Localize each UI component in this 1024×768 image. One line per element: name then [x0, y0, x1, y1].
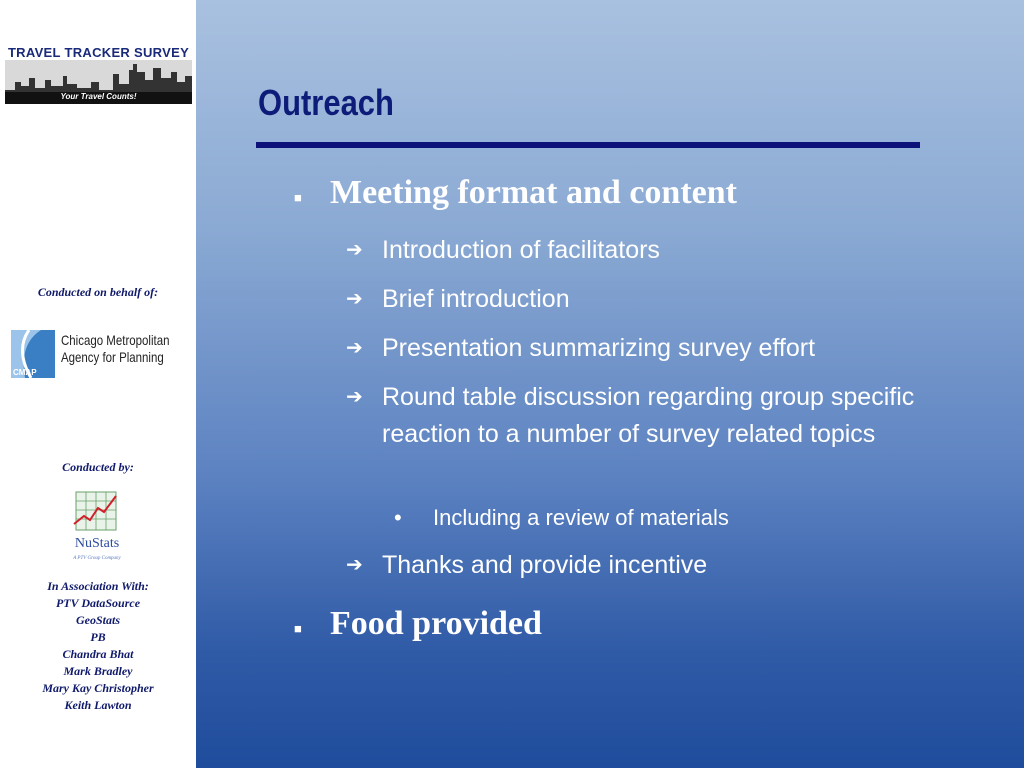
sub-bullet-text: Brief introduction [382, 285, 570, 313]
association-item: PB [90, 630, 106, 644]
sub-bullet-text: Thanks and provide incentive [382, 551, 708, 579]
logo-title: TRAVEL TRACKER SURVEY [7, 45, 190, 60]
sub-bullet-text: Round table discussion regarding group specific reaction to a number of survey related topics [382, 383, 915, 448]
arrow-bullet-icon: ➔ [346, 337, 363, 359]
nustats-logo [64, 490, 130, 570]
slide-title: Outreach [258, 82, 394, 123]
cmap-name-line2: Agency for Planning [61, 349, 164, 365]
sidebar [0, 0, 196, 768]
square-bullet-icon: ■ [294, 621, 302, 636]
association-item: Mary Kay Christopher [42, 681, 154, 695]
association-item: GeoStats [75, 613, 120, 627]
association-item: Keith Lawton [64, 698, 132, 712]
title-divider [256, 142, 920, 148]
cmap-name-line1: Chicago Metropolitan [61, 332, 170, 348]
dot-bullet-icon: • [394, 505, 402, 530]
bullet-text: Meeting format and content [330, 174, 737, 211]
cmap-mark-icon [11, 330, 55, 378]
arrow-bullet-icon: ➔ [346, 239, 363, 261]
logo-tagline: Your Travel Counts! [60, 92, 137, 101]
bullet-text: Food provided [330, 605, 542, 642]
arrow-bullet-icon: ➔ [346, 288, 363, 310]
conducted-on-behalf-label: Conducted on behalf of: [37, 285, 159, 299]
association-item: PTV DataSource [55, 596, 141, 610]
square-bullet-icon: ■ [294, 190, 302, 205]
sub-bullet-text: Introduction of facilitators [382, 236, 660, 264]
sub-bullet-text: Presentation summarizing survey effort [382, 334, 816, 362]
conducted-by-label: Conducted by: [62, 460, 134, 474]
arrow-bullet-icon: ➔ [346, 554, 363, 576]
nustats-chart-icon [72, 490, 120, 534]
association-item: Chandra Bhat [62, 647, 134, 661]
sub-sub-bullet-text: Including a review of materials [433, 505, 729, 530]
nustats-subtitle: A PTV Group Company [73, 556, 121, 561]
cmap-logo [11, 330, 189, 380]
association-item: Mark Bradley [63, 664, 133, 678]
travel-tracker-logo [5, 40, 192, 104]
nustats-name: NuStats [74, 536, 120, 551]
association-list [0, 578, 196, 714]
association-heading: In Association With: [47, 579, 149, 593]
arrow-bullet-icon: ➔ [346, 386, 363, 408]
svg-text:CMAP: CMAP [13, 368, 37, 377]
